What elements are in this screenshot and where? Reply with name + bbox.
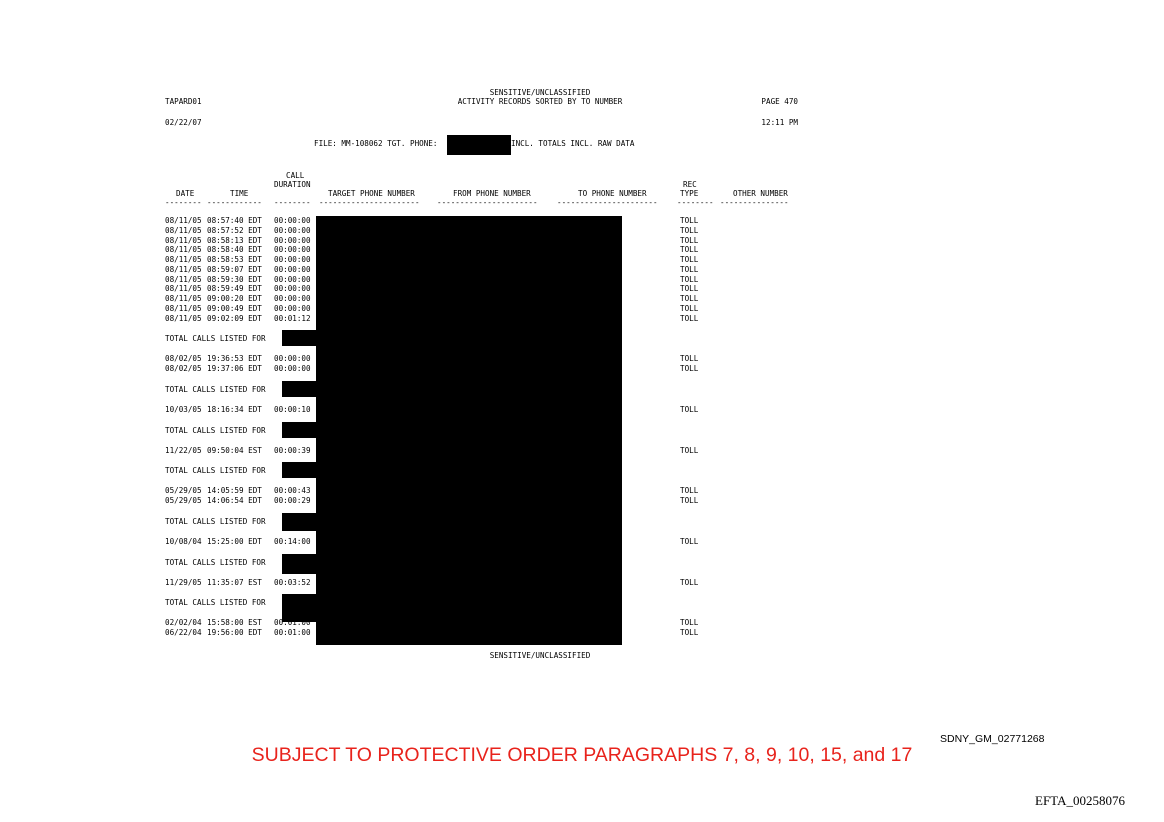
- row-duration: 00:01:00: [274, 618, 311, 628]
- row-date: 08/11/05: [165, 255, 202, 264]
- row-date: 08/11/05: [165, 216, 202, 225]
- row-rec-type: TOLL: [680, 313, 699, 323]
- row-duration: 00:00:00: [274, 354, 311, 364]
- row-duration: 00:00:00: [274, 255, 311, 264]
- row-time: 11:35:07 EST: [207, 577, 262, 587]
- redaction-phone-numbers: [316, 216, 622, 645]
- row-duration: 00:01:00: [274, 628, 311, 637]
- row-date: 08/11/05: [165, 225, 202, 235]
- row-rec-type: TOLL: [680, 404, 699, 414]
- row-duration: 00:00:00: [274, 264, 311, 274]
- efta-number: EFTA_00258076: [1035, 793, 1125, 808]
- protective-order-notice: SUBJECT TO PROTECTIVE ORDER PARAGRAPHS 7, 8, 9, 10, 15, and 17: [251, 744, 913, 766]
- row-time: 09:00:20 EDT: [207, 294, 262, 303]
- col-type: TYPE: [680, 189, 699, 198]
- row-rec-type: TOLL: [680, 628, 699, 637]
- row-duration: 00:00:00: [274, 364, 311, 373]
- row-rec-type: TOLL: [680, 294, 699, 303]
- row-time: 15:58:00 EST: [207, 618, 262, 628]
- row-time: 15:25:00 EDT: [207, 536, 262, 546]
- row-date: 08/11/05: [165, 274, 202, 284]
- row-time: 08:58:53 EDT: [207, 255, 262, 264]
- row-date: 11/22/05: [165, 445, 202, 455]
- redaction-target-phone: [447, 135, 511, 155]
- row-rec-type: TOLL: [680, 303, 699, 313]
- file-info-prefix: FILE: MM-108062 TGT. PHONE:: [314, 139, 438, 148]
- total-calls-label: TOTAL CALLS LISTED FOR: [165, 466, 266, 476]
- rule-duration: --------: [274, 198, 311, 207]
- row-time: 14:05:59 EDT: [207, 486, 262, 496]
- footer-classification: SENSITIVE/UNCLASSIFIED: [489, 651, 591, 660]
- row-rec-type: TOLL: [680, 354, 699, 364]
- row-rec-type: TOLL: [680, 496, 699, 505]
- row-time: 19:56:00 EDT: [207, 628, 262, 637]
- bates-number: SDNY_GM_02771268: [940, 733, 1045, 745]
- row-duration: 00:00:00: [274, 245, 311, 255]
- row-duration: 00:03:52: [274, 577, 311, 587]
- row-duration: 00:00:29: [274, 496, 311, 505]
- row-duration: 00:00:00: [274, 274, 311, 284]
- row-time: 19:36:53 EDT: [207, 354, 262, 364]
- row-duration: 00:00:00: [274, 216, 311, 225]
- row-duration: 00:00:39: [274, 445, 311, 455]
- row-date: 06/22/04: [165, 628, 202, 637]
- rule-date: --------: [165, 198, 202, 207]
- file-info-suffix: INCL. TOTALS INCL. RAW DATA: [511, 139, 635, 148]
- row-duration: 00:00:10: [274, 404, 311, 414]
- total-calls-label: TOTAL CALLS LISTED FOR: [165, 425, 266, 435]
- row-time: 08:59:07 EDT: [207, 264, 262, 274]
- col-duration: DURATION: [274, 180, 311, 189]
- redaction-total-number: [282, 381, 318, 397]
- col-rec: REC: [683, 180, 697, 189]
- row-time: 08:58:40 EDT: [207, 245, 262, 255]
- row-date: 05/29/05: [165, 486, 202, 496]
- total-calls-label: TOTAL CALLS LISTED FOR: [165, 516, 266, 526]
- row-time: 09:02:09 EDT: [207, 313, 262, 323]
- row-duration: 00:00:00: [274, 303, 311, 313]
- row-duration: 00:00:00: [274, 225, 311, 235]
- row-duration: 00:14:00: [274, 536, 311, 546]
- row-rec-type: TOLL: [680, 225, 699, 235]
- row-duration: 00:01:12: [274, 313, 311, 323]
- row-rec-type: TOLL: [680, 235, 699, 245]
- row-date: 08/11/05: [165, 303, 202, 313]
- col-other-number: OTHER NUMBER: [733, 189, 788, 198]
- row-rec-type: TOLL: [680, 284, 699, 294]
- rule-type: --------: [677, 198, 714, 207]
- row-duration: 00:00:43: [274, 486, 311, 496]
- row-date: 08/11/05: [165, 264, 202, 274]
- report-title: ACTIVITY RECORDS SORTED BY TO NUMBER: [457, 97, 623, 106]
- row-date: 08/02/05: [165, 364, 202, 373]
- page-number: PAGE 470: [761, 97, 798, 106]
- row-time: 08:59:49 EDT: [207, 284, 262, 294]
- row-duration: 00:00:00: [274, 284, 311, 294]
- rule-target: ----------------------: [319, 198, 420, 207]
- row-rec-type: TOLL: [680, 255, 699, 264]
- row-date: 08/11/05: [165, 313, 202, 323]
- rule-time: ------------: [207, 198, 262, 207]
- report-date: 02/22/07: [165, 118, 202, 127]
- row-rec-type: TOLL: [680, 216, 699, 225]
- total-calls-label: TOTAL CALLS LISTED FOR: [165, 557, 266, 567]
- total-calls-label: TOTAL CALLS LISTED FOR: [165, 334, 266, 344]
- row-date: 05/29/05: [165, 496, 202, 505]
- row-rec-type: TOLL: [680, 618, 699, 628]
- row-time: 14:06:54 EDT: [207, 496, 262, 505]
- row-duration: 00:00:00: [274, 235, 311, 245]
- row-date: 02/02/04: [165, 618, 202, 628]
- row-rec-type: TOLL: [680, 364, 699, 373]
- row-date: 08/11/05: [165, 294, 202, 303]
- row-date: 11/29/05: [165, 577, 202, 587]
- col-target-phone: TARGET PHONE NUMBER: [328, 189, 415, 198]
- row-rec-type: TOLL: [680, 577, 699, 587]
- row-time: 09:00:49 EDT: [207, 303, 262, 313]
- system-id: TAPARD01: [165, 97, 202, 106]
- row-rec-type: TOLL: [680, 486, 699, 496]
- row-rec-type: TOLL: [680, 245, 699, 255]
- redaction-total-number: [282, 422, 318, 438]
- report-time: 12:11 PM: [761, 118, 798, 127]
- row-time: 19:37:06 EDT: [207, 364, 262, 373]
- row-date: 08/02/05: [165, 354, 202, 364]
- row-rec-type: TOLL: [680, 274, 699, 284]
- row-time: 08:59:30 EDT: [207, 274, 262, 284]
- rule-to: ----------------------: [557, 198, 658, 207]
- col-time: TIME: [230, 189, 249, 198]
- row-date: 10/03/05: [165, 404, 202, 414]
- row-rec-type: TOLL: [680, 536, 699, 546]
- row-time: 08:58:13 EDT: [207, 235, 262, 245]
- row-time: 08:57:52 EDT: [207, 225, 262, 235]
- row-rec-type: TOLL: [680, 264, 699, 274]
- row-duration: 00:00:00: [274, 294, 311, 303]
- total-calls-label: TOTAL CALLS LISTED FOR: [165, 384, 266, 394]
- rule-from: ----------------------: [437, 198, 538, 207]
- row-rec-type: TOLL: [680, 445, 699, 455]
- row-date: 10/08/04: [165, 536, 202, 546]
- rule-other: ---------------: [720, 198, 789, 207]
- redaction-total-number: [282, 513, 320, 531]
- row-time: 18:16:34 EDT: [207, 404, 262, 414]
- col-call: CALL: [286, 171, 305, 180]
- row-time: 08:57:40 EDT: [207, 216, 262, 225]
- redaction-total-number: [282, 462, 318, 478]
- row-time: 09:50:04 EST: [207, 445, 262, 455]
- redaction-total-number: [282, 554, 320, 574]
- row-date: 08/11/05: [165, 284, 202, 294]
- row-date: 08/11/05: [165, 245, 202, 255]
- col-to-phone: TO PHONE NUMBER: [578, 189, 647, 198]
- row-date: 08/11/05: [165, 235, 202, 245]
- redaction-total-number: [282, 330, 316, 346]
- total-calls-label: TOTAL CALLS LISTED FOR: [165, 598, 266, 608]
- col-from-phone: FROM PHONE NUMBER: [453, 189, 531, 198]
- col-date: DATE: [176, 189, 195, 198]
- header-classification: SENSITIVE/UNCLASSIFIED: [489, 88, 591, 97]
